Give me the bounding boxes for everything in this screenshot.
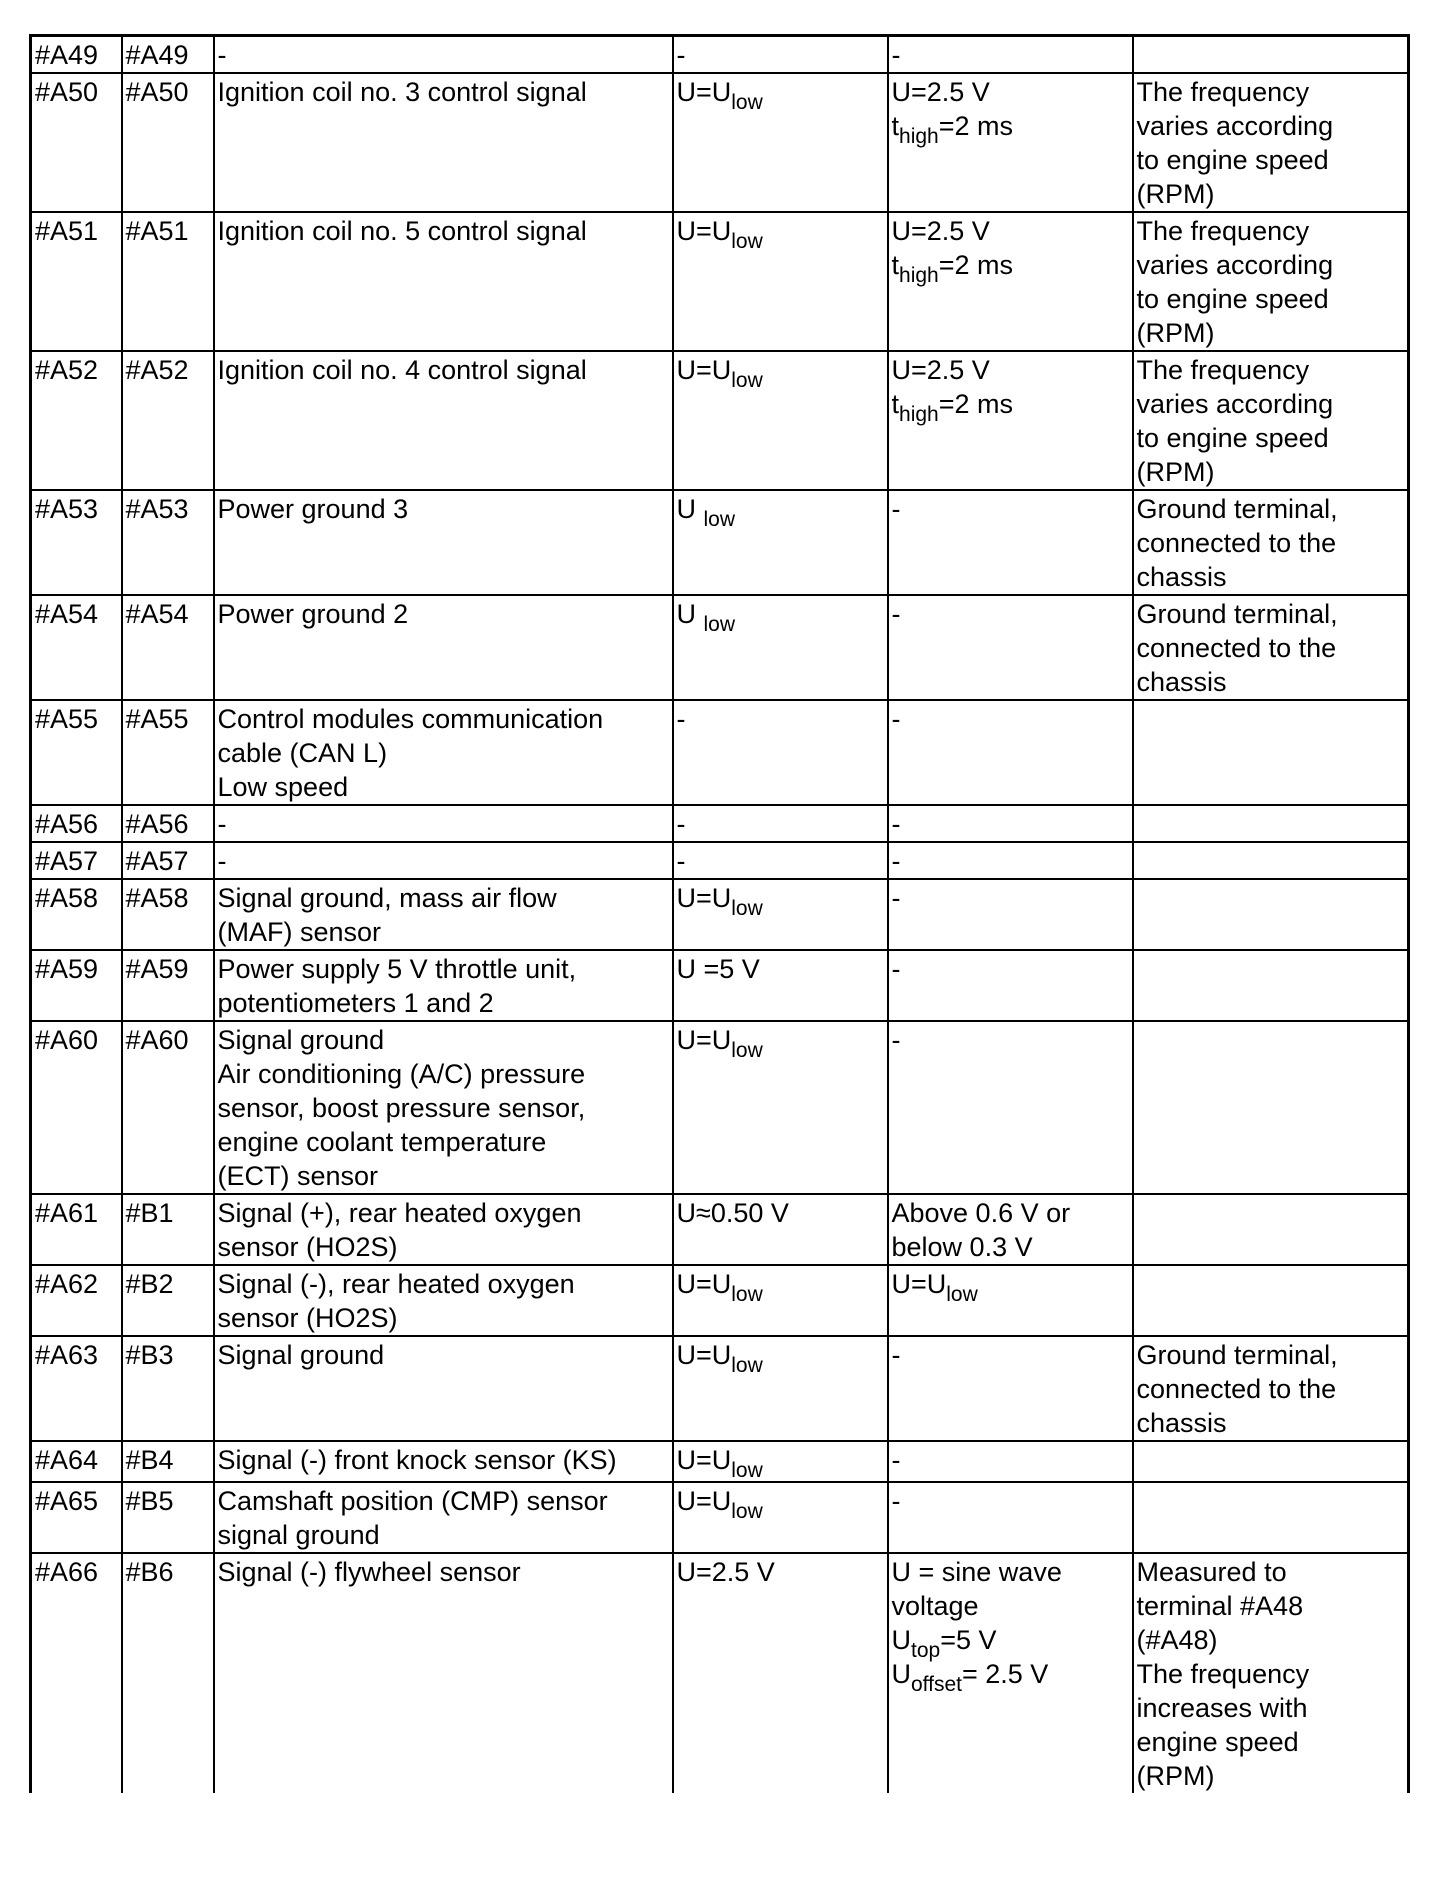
cell-line <box>891 1267 1130 1306</box>
cell-line: Above 0.6 V or <box>891 1198 1071 1228</box>
pin-a-cell: #A49 <box>31 36 122 74</box>
value-2-cell <box>888 595 1133 700</box>
value-base: U=U <box>676 1269 732 1299</box>
pin-a-cell: #A60 <box>31 1021 122 1194</box>
cell-line: sensor (HO2S) <box>217 1303 398 1333</box>
value-subscript: low <box>731 369 763 392</box>
cell-line: The frequency <box>1136 216 1310 246</box>
value-2-cell <box>888 1441 1133 1482</box>
cell-line <box>676 1338 885 1377</box>
pin-b-cell: #B3 <box>122 1336 214 1441</box>
pin-a-cell: #A62 <box>31 1265 122 1336</box>
cell-line: Signal ground <box>217 1025 385 1055</box>
notes-cell <box>1133 36 1409 74</box>
value-1-cell <box>673 351 888 490</box>
notes-cell <box>1133 490 1409 595</box>
value-base: U=U <box>676 1445 732 1475</box>
value-2-cell <box>888 1482 1133 1553</box>
cell-line: Power ground 3 <box>217 494 409 524</box>
value-subscript: low <box>731 91 763 114</box>
pin-b-cell: #B2 <box>122 1265 214 1336</box>
cell-line: - <box>217 40 227 70</box>
value-1-cell <box>673 1441 888 1482</box>
table-row <box>31 1553 1409 1793</box>
cell-line: Ground terminal, <box>1136 1340 1338 1370</box>
cell-line: Signal ground <box>217 1340 385 1370</box>
cell-line: (RPM) <box>1136 457 1215 487</box>
table-row <box>31 595 1409 700</box>
cell-line <box>891 387 1130 426</box>
cell-line: - <box>676 704 686 734</box>
value-2-cell <box>888 700 1133 805</box>
cell-line: - <box>676 846 686 876</box>
cell-line: engine speed <box>1136 1727 1299 1757</box>
pin-a-cell: #A66 <box>31 1553 122 1793</box>
pin-a-cell: #A50 <box>31 73 122 212</box>
pin-b-cell: #A50 <box>122 73 214 212</box>
cell-line: Signal (-), rear heated oxygen <box>217 1269 575 1299</box>
value-base: U=U <box>676 216 732 246</box>
description-cell <box>214 1482 673 1553</box>
pin-b-cell: #A59 <box>122 950 214 1021</box>
value-1-cell <box>673 595 888 700</box>
value-tail: =2 ms <box>938 250 1013 280</box>
description-cell <box>214 1194 673 1265</box>
table-row <box>31 212 1409 351</box>
value-base: U=U <box>676 1340 732 1370</box>
pin-a-cell: #A58 <box>31 879 122 950</box>
cell-line: Low speed <box>217 772 349 802</box>
cell-line: (MAF) sensor <box>217 917 382 947</box>
cell-line: - <box>891 1025 901 1055</box>
pin-a-cell: #A55 <box>31 700 122 805</box>
cell-line: - <box>891 883 901 913</box>
notes-cell <box>1133 351 1409 490</box>
cell-line: Ignition coil no. 3 control signal <box>217 77 587 107</box>
cell-line: - <box>891 704 901 734</box>
value-subscript: low <box>731 1283 763 1306</box>
description-cell <box>214 1553 673 1793</box>
pin-b-cell: #B5 <box>122 1482 214 1553</box>
description-cell <box>214 212 673 351</box>
value-base: U <box>676 494 704 524</box>
cell-line: U =5 V <box>676 954 760 984</box>
value-1-cell <box>673 805 888 842</box>
pin-b-cell: #A49 <box>122 36 214 74</box>
pin-a-cell: #A56 <box>31 805 122 842</box>
value-subscript: high <box>899 264 939 287</box>
value-base: U=U <box>891 1269 947 1299</box>
description-cell <box>214 73 673 212</box>
value-1-cell <box>673 1021 888 1194</box>
cell-line: Camshaft position (CMP) sensor <box>217 1486 608 1516</box>
cell-line: Air conditioning (A/C) pressure <box>217 1059 586 1089</box>
pin-b-cell: #A52 <box>122 351 214 490</box>
cell-line: - <box>891 1486 901 1516</box>
notes-cell <box>1133 805 1409 842</box>
cell-line: Signal (-) flywheel sensor <box>217 1557 521 1587</box>
cell-line: to engine speed <box>1136 284 1329 314</box>
cell-line: - <box>676 40 686 70</box>
notes-cell <box>1133 950 1409 1021</box>
table-row <box>31 490 1409 595</box>
cell-line <box>891 248 1130 287</box>
cell-line: - <box>676 809 686 839</box>
notes-cell <box>1133 595 1409 700</box>
value-subscript: low <box>946 1283 978 1306</box>
description-cell <box>214 1441 673 1482</box>
value-2-cell <box>888 1021 1133 1194</box>
notes-cell <box>1133 212 1409 351</box>
value-tail: =2 ms <box>938 389 1013 419</box>
cell-line: increases with <box>1136 1693 1308 1723</box>
cell-line: sensor, boost pressure sensor, <box>217 1093 586 1123</box>
value-1-cell <box>673 1336 888 1441</box>
notes-cell <box>1133 1441 1409 1482</box>
pin-b-cell: #A57 <box>122 842 214 879</box>
value-base: U <box>891 1659 911 1689</box>
description-cell <box>214 351 673 490</box>
value-2-cell <box>888 1265 1133 1336</box>
description-cell <box>214 1265 673 1336</box>
pin-b-cell: #A55 <box>122 700 214 805</box>
cell-line: (RPM) <box>1136 318 1215 348</box>
notes-cell <box>1133 1265 1409 1336</box>
cell-line: - <box>891 494 901 524</box>
cell-line: sensor (HO2S) <box>217 1232 398 1262</box>
cell-line: The frequency <box>1136 77 1310 107</box>
cell-line: U≈0.50 V <box>676 1198 789 1228</box>
pin-a-cell: #A52 <box>31 351 122 490</box>
value-tail: =5 V <box>940 1625 997 1655</box>
cell-line: connected to the <box>1136 1374 1337 1404</box>
value-2-cell <box>888 842 1133 879</box>
cell-line: chassis <box>1136 562 1227 592</box>
value-base: U <box>891 1625 911 1655</box>
description-cell <box>214 490 673 595</box>
cell-line: (ECT) sensor <box>217 1161 379 1191</box>
cell-line <box>676 1484 885 1523</box>
cell-line <box>891 1623 1130 1662</box>
cell-line: chassis <box>1136 667 1227 697</box>
value-2-cell <box>888 36 1133 74</box>
table-row <box>31 842 1409 879</box>
pin-a-cell: #A57 <box>31 842 122 879</box>
cell-line <box>676 353 885 392</box>
cell-line: (RPM) <box>1136 179 1215 209</box>
pin-a-cell: #A53 <box>31 490 122 595</box>
cell-line: cable (CAN L) <box>217 738 388 768</box>
value-subscript: low <box>703 613 736 636</box>
value-2-cell <box>888 212 1133 351</box>
cell-line <box>891 1657 1130 1696</box>
cell-line: - <box>891 954 901 984</box>
cell-line <box>891 109 1130 148</box>
table-row <box>31 700 1409 805</box>
cell-line: The frequency <box>1136 1659 1310 1689</box>
value-1-cell <box>673 950 888 1021</box>
cell-line: Ignition coil no. 4 control signal <box>217 355 587 385</box>
value-1-cell <box>673 212 888 351</box>
table-row <box>31 1265 1409 1336</box>
pin-b-cell: #B1 <box>122 1194 214 1265</box>
table-row <box>31 1482 1409 1553</box>
notes-cell <box>1133 73 1409 212</box>
table-row <box>31 1336 1409 1441</box>
value-base: t <box>891 389 900 419</box>
value-1-cell <box>673 1482 888 1553</box>
value-tail: =2 ms <box>938 111 1013 141</box>
value-subscript: low <box>731 1459 763 1482</box>
value-2-cell <box>888 1336 1133 1441</box>
notes-cell <box>1133 879 1409 950</box>
value-1-cell <box>673 879 888 950</box>
cell-line: varies according <box>1136 111 1334 141</box>
value-subscript: high <box>899 403 939 426</box>
value-base: U=U <box>676 1025 732 1055</box>
notes-cell <box>1133 700 1409 805</box>
cell-line <box>676 1443 885 1482</box>
cell-line: Signal ground, mass air flow <box>217 883 557 913</box>
description-cell <box>214 1336 673 1441</box>
cell-line: - <box>217 809 227 839</box>
value-base: U <box>676 599 704 629</box>
cell-line: (#A48) <box>1136 1625 1218 1655</box>
pin-b-cell: #A58 <box>122 879 214 950</box>
value-2-cell <box>888 73 1133 212</box>
cell-line: U=2.5 V <box>891 355 990 385</box>
cell-line <box>676 881 885 920</box>
table-row <box>31 1194 1409 1265</box>
notes-cell <box>1133 842 1409 879</box>
pin-b-cell: #A53 <box>122 490 214 595</box>
pin-b-cell: #A56 <box>122 805 214 842</box>
value-subscript: low <box>731 1354 763 1377</box>
notes-cell <box>1133 1021 1409 1194</box>
cell-line: Signal (-) front knock sensor (KS) <box>217 1445 617 1475</box>
table-body <box>31 36 1409 1794</box>
table-row <box>31 73 1409 212</box>
cell-line: Signal (+), rear heated oxygen <box>217 1198 582 1228</box>
cell-line: varies according <box>1136 389 1334 419</box>
table-row <box>31 805 1409 842</box>
pin-b-cell: #A60 <box>122 1021 214 1194</box>
value-2-cell <box>888 879 1133 950</box>
description-cell <box>214 842 673 879</box>
pin-a-cell: #A51 <box>31 212 122 351</box>
description-cell <box>214 36 673 74</box>
cell-line: connected to the <box>1136 528 1337 558</box>
value-1-cell <box>673 490 888 595</box>
value-2-cell <box>888 490 1133 595</box>
cell-line: signal ground <box>217 1520 380 1550</box>
notes-cell <box>1133 1553 1409 1793</box>
table-row <box>31 36 1409 74</box>
value-subscript: low <box>703 508 736 531</box>
pin-a-cell: #A63 <box>31 1336 122 1441</box>
description-cell <box>214 879 673 950</box>
value-1-cell <box>673 1553 888 1793</box>
cell-line: U=2.5 V <box>891 77 990 107</box>
cell-line: chassis <box>1136 1408 1227 1438</box>
cell-line: - <box>217 846 227 876</box>
pin-a-cell: #A61 <box>31 1194 122 1265</box>
cell-line: U=2.5 V <box>676 1557 775 1587</box>
cell-line <box>676 1267 885 1306</box>
description-cell <box>214 805 673 842</box>
value-base: t <box>891 250 900 280</box>
value-2-cell <box>888 950 1133 1021</box>
value-base: U=U <box>676 1486 732 1516</box>
description-cell <box>214 700 673 805</box>
value-1-cell <box>673 842 888 879</box>
table-row <box>31 351 1409 490</box>
cell-line <box>676 492 885 531</box>
value-base: t <box>891 111 900 141</box>
cell-line: connected to the <box>1136 633 1337 663</box>
table-row <box>31 950 1409 1021</box>
value-subscript: offset <box>911 1673 962 1696</box>
cell-line: - <box>891 599 901 629</box>
description-cell <box>214 1021 673 1194</box>
value-1-cell <box>673 36 888 74</box>
cell-line: Control modules communication <box>217 704 604 734</box>
cell-line: potentiometers 1 and 2 <box>217 988 494 1018</box>
pin-b-cell: #B6 <box>122 1553 214 1793</box>
description-cell <box>214 950 673 1021</box>
cell-line: terminal #A48 <box>1136 1591 1304 1621</box>
value-subscript: high <box>899 125 939 148</box>
pin-a-cell: #A59 <box>31 950 122 1021</box>
cell-line: Measured to <box>1136 1557 1287 1587</box>
value-base: U=U <box>676 883 732 913</box>
table-row <box>31 1021 1409 1194</box>
notes-cell <box>1133 1194 1409 1265</box>
pin-a-cell: #A64 <box>31 1441 122 1482</box>
cell-line: to engine speed <box>1136 145 1329 175</box>
notes-cell <box>1133 1336 1409 1441</box>
cell-line: - <box>891 1340 901 1370</box>
notes-cell <box>1133 1482 1409 1553</box>
value-1-cell <box>673 700 888 805</box>
cell-line <box>676 214 885 253</box>
cell-line: Ignition coil no. 5 control signal <box>217 216 587 246</box>
pin-b-cell: #B4 <box>122 1441 214 1482</box>
pin-b-cell: #A54 <box>122 595 214 700</box>
cell-line: U = sine wave <box>891 1557 1062 1587</box>
cell-line: Power ground 2 <box>217 599 409 629</box>
value-2-cell <box>888 805 1133 842</box>
cell-line: - <box>891 40 901 70</box>
cell-line: engine coolant temperature <box>217 1127 547 1157</box>
pin-assignment-table <box>29 34 1410 1793</box>
cell-line: Power supply 5 V throttle unit, <box>217 954 577 984</box>
table-row <box>31 1441 1409 1482</box>
cell-line <box>676 597 885 636</box>
value-subscript: low <box>731 1039 763 1062</box>
cell-line <box>676 75 885 114</box>
cell-line: Ground terminal, <box>1136 599 1338 629</box>
value-base: U=U <box>676 355 732 385</box>
cell-line: The frequency <box>1136 355 1310 385</box>
value-2-cell <box>888 1194 1133 1265</box>
value-base: U=U <box>676 77 732 107</box>
cell-line: voltage <box>891 1591 979 1621</box>
pin-a-cell: #A65 <box>31 1482 122 1553</box>
cell-line: - <box>891 809 901 839</box>
value-2-cell <box>888 351 1133 490</box>
cell-line: U=2.5 V <box>891 216 990 246</box>
cell-line: varies according <box>1136 250 1334 280</box>
pin-b-cell: #A51 <box>122 212 214 351</box>
cell-line: Ground terminal, <box>1136 494 1338 524</box>
table-row <box>31 879 1409 950</box>
value-subscript: low <box>731 1500 763 1523</box>
pin-a-cell: #A54 <box>31 595 122 700</box>
cell-line <box>676 1023 885 1062</box>
cell-line: to engine speed <box>1136 423 1329 453</box>
description-cell <box>214 595 673 700</box>
value-subscript: low <box>731 230 763 253</box>
value-subscript: top <box>911 1639 941 1662</box>
cell-line: below 0.3 V <box>891 1232 1033 1262</box>
value-1-cell <box>673 1194 888 1265</box>
value-2-cell <box>888 1553 1133 1793</box>
cell-line: - <box>891 1445 901 1475</box>
cell-line: (RPM) <box>1136 1761 1215 1791</box>
cell-line: - <box>891 846 901 876</box>
value-tail: = 2.5 V <box>961 1659 1049 1689</box>
value-subscript: low <box>731 897 763 920</box>
value-1-cell <box>673 73 888 212</box>
value-1-cell <box>673 1265 888 1336</box>
